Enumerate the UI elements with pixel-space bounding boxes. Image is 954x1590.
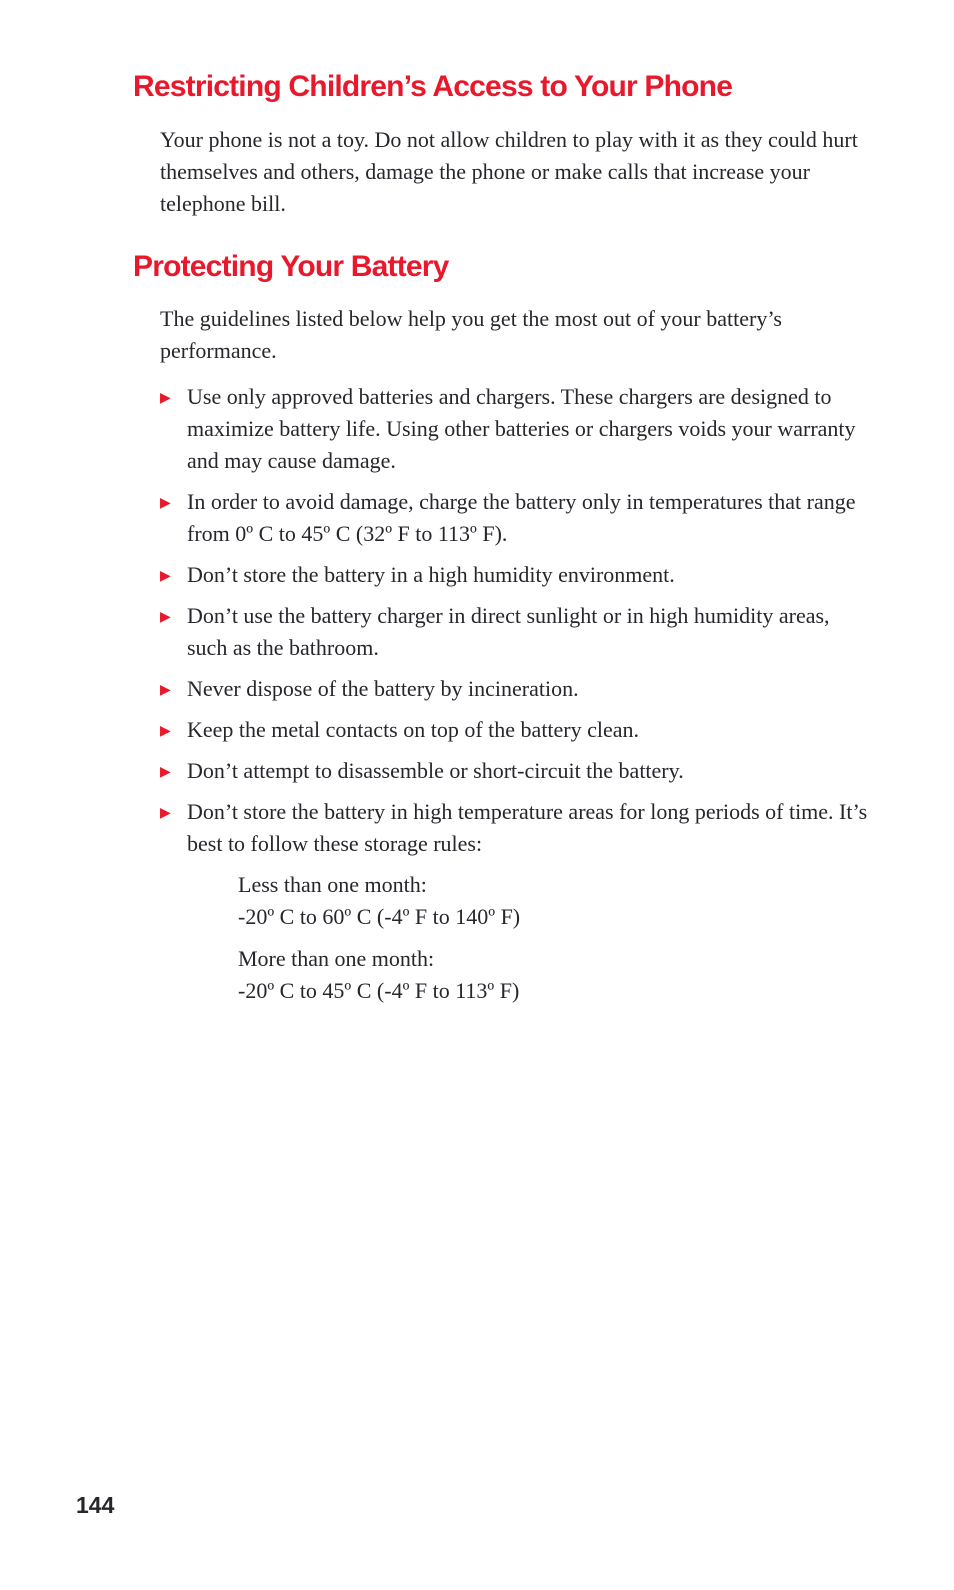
- bullet-text: Don’t store the battery in high temperature areas for long periods of time. It’s best to follow these storage rules:: [187, 799, 868, 857]
- bullet-item: [160, 714, 872, 746]
- section2-content: [160, 303, 872, 1007]
- bullet-triangle-icon: ▶: [160, 495, 171, 512]
- bullet-triangle-icon: ▶: [160, 390, 171, 407]
- bullet-text: Use only approved batteries and chargers. These chargers are designed to maximize battery life. Using other batteries or chargers voids your warranty and may cause damage.: [187, 384, 856, 474]
- bullet-item: [160, 673, 872, 705]
- section1-content: [160, 124, 872, 220]
- storage-rule: [238, 943, 872, 1007]
- bullet-text: Don’t attempt to disassemble or short-circuit the battery.: [187, 758, 684, 784]
- section2-intro: The guidelines listed below help you get the most out of your battery’s performance.: [160, 306, 782, 364]
- storage-rules: [238, 869, 872, 1007]
- bullet-triangle-icon: ▶: [160, 723, 171, 740]
- storage-rule-label: More than one month:: [238, 946, 435, 972]
- bullet-text: In order to avoid damage, charge the battery only in temperatures that range from 0º C to 45º C (32º F to 113º F).: [187, 489, 856, 547]
- bullet-item: [160, 381, 872, 477]
- storage-rule-label: Less than one month:: [238, 872, 427, 898]
- bullet-text: Never dispose of the battery by incineration.: [187, 676, 579, 702]
- bullet-item: [160, 559, 872, 591]
- page-number: 144: [76, 1492, 115, 1518]
- section-heading-restricting-access: Restricting Children’s Access to Your Phone: [133, 70, 733, 103]
- bullet-triangle-icon: ▶: [160, 682, 171, 699]
- storage-rule-range: -20º C to 60º C (-4º F to 140º F): [238, 904, 521, 930]
- bullet-item: [160, 755, 872, 787]
- bullet-item: [160, 486, 872, 550]
- section1-body: Your phone is not a toy. Do not allow children to play with it as they could hurt themselves and others, damage the phone or make calls that increase your telephone bill.: [160, 126, 858, 216]
- storage-rule: [238, 869, 872, 933]
- bullet-triangle-icon: ▶: [160, 764, 171, 781]
- bullet-triangle-icon: ▶: [160, 568, 171, 585]
- storage-rule-range: -20º C to 45º C (-4º F to 113º F): [238, 978, 520, 1004]
- battery-guidelines-list: [160, 381, 872, 860]
- bullet-text: Don’t store the battery in a high humidity environment.: [187, 562, 675, 588]
- bullet-item: [160, 600, 872, 664]
- bullet-triangle-icon: ▶: [160, 609, 171, 626]
- bullet-item: [160, 796, 872, 860]
- section-heading-protecting-battery: Protecting Your Battery: [133, 249, 449, 283]
- bullet-text: Keep the metal contacts on top of the battery clean.: [187, 717, 640, 743]
- bullet-triangle-icon: ▶: [160, 805, 171, 822]
- bullet-text: Don’t use the battery charger in direct sunlight or in high humidity areas, such as the bathroom.: [187, 603, 830, 661]
